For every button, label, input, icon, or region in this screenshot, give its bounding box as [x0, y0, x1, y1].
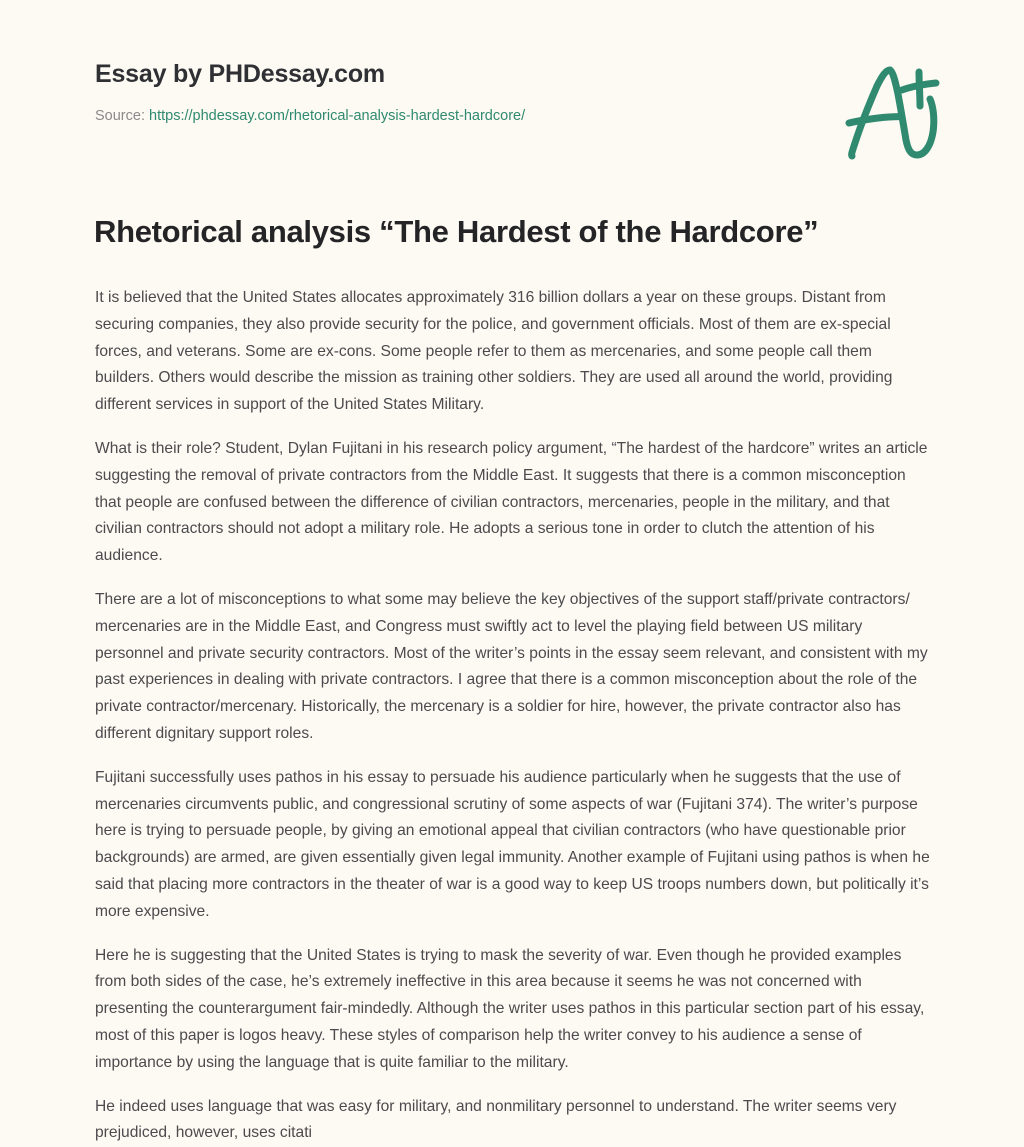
document-header: [95, 58, 795, 126]
source-line: [95, 106, 795, 126]
aplus-logo-icon: [832, 52, 952, 172]
aplus-logo-svg: [832, 52, 952, 172]
brand-title: Essay by PHDessay.com: [95, 60, 385, 88]
paragraph: Here he is suggesting that the United States is trying to mask the severity of war. Even though he provided examples from both sides of the case, he’s extremely ineffective in this area because it seems he was not concerned with presenting the counterargument fair-mindedly. Although the writer uses pathos in this particular section part of his essay, most of this paper is logos heavy. These styles of comparison help the writer convey to his audience a sense of importance by using the language that is quite familiar to the military.: [95, 946, 925, 1071]
source-url-link[interactable]: https://phdessay.com/rhetorical-analysis-hardest-hardcore/: [149, 108, 526, 124]
paragraph: He indeed uses language that was easy for military, and nonmilitary personnel to understand. The writer seems very prejudiced, however, uses citati: [95, 1097, 897, 1142]
paragraph: What is their role? Student, Dylan Fujitani in his research policy argument, “The hardest of the hardcore” writes an article suggesting the removal of private contractors from the Middle East. It suggests that there is a common misconception that people are confused between the difference of civilian contractors, mercenaries, people in the military, and that civilian contractors should not adopt a military role. He adopts a serious tone in order to clutch the attention of his audience.: [95, 439, 928, 565]
page-title: Rhetorical analysis “The Hardest of the Hardcore”: [94, 214, 819, 249]
source-label: Source:: [95, 108, 145, 124]
paragraph: Fujitani successfully uses pathos in his essay to persuade his audience particularly when he suggests that the use of mercenaries circumvents public, and congressional scrutiny of some aspects of war (Fujitani 374). The writer’s purpose here is trying to persuade people, by giving an emotional appeal that civilian contractors (who have questionable prior backgrounds) are armed, are given essentially given legal immunity. Another example of Fujitani using pathos is when he said that placing more contractors in the theater of war is a good way to keep US troops numbers down, but politically it’s more expensive.: [95, 768, 930, 920]
essay-body: [95, 285, 933, 1142]
paragraph: There are a lot of misconceptions to what some may believe the key objectives of the support staff/private contractors/ mercenaries are in the Middle East, and Congress must swiftly act to level the playing field between US military personnel and private security contractors. Most of the writer’s points in the essay seem relevant, and consistent with my past experiences in dealing with private contractors. I agree that there is a common misconception about the role of the private contractor/mercenary. Historically, the mercenary is a soldier for hire, however, the private contractor also has different dignitary support roles.: [95, 590, 928, 742]
paragraph: It is believed that the United States allocates approximately 316 billion dollars a year on these groups. Distant from securing companies, they also provide security for the police, and government officials. Most of them are ex-special forces, and veterans. Some are ex-cons. Some people refer to them as mercenaries, and some people call them builders. Others would describe the mission as training other soldiers. They are used all around the world, providing different services in support of the United States Military.: [95, 289, 893, 414]
